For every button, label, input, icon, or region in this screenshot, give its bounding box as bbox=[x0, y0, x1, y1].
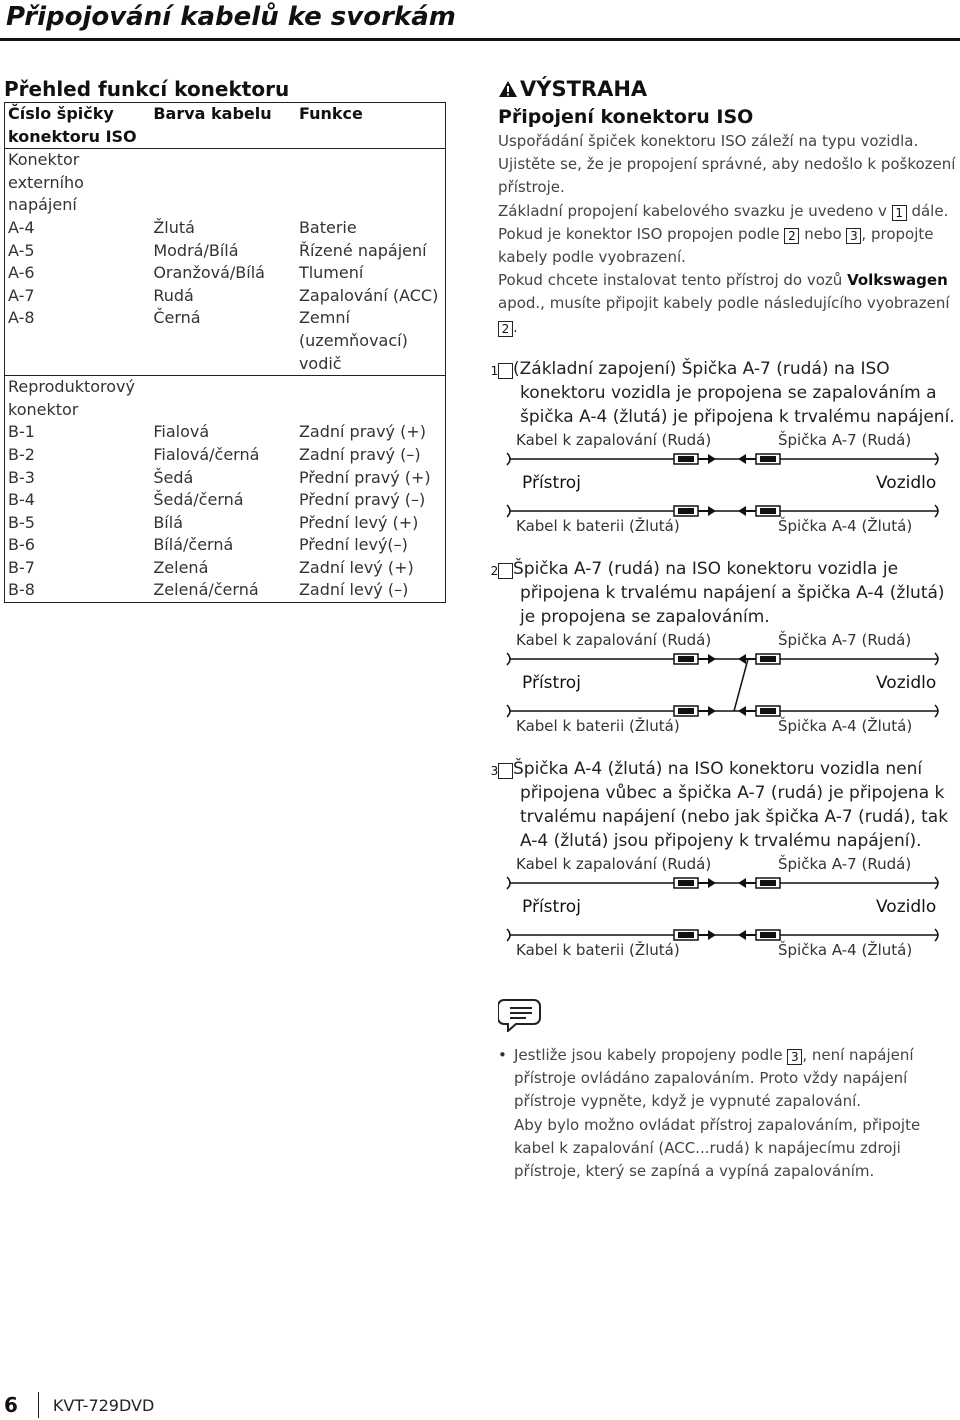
vehicle-label: Vozidlo bbox=[876, 472, 937, 493]
number-box: 1 bbox=[892, 205, 907, 221]
function-cell: Zadní levý (+) bbox=[298, 557, 414, 577]
cable-break-mark bbox=[507, 505, 510, 517]
connector-icon bbox=[674, 454, 716, 464]
number-box: 1 bbox=[498, 363, 513, 379]
color-cell: Bílá bbox=[153, 512, 183, 532]
cable-break-mark bbox=[507, 877, 510, 889]
table-row bbox=[5, 421, 446, 444]
color-cell: Bílá/černá bbox=[153, 535, 234, 555]
header-pin: Číslo špičky konektoru ISO bbox=[5, 103, 151, 149]
pin-cell: B-6 bbox=[8, 535, 35, 555]
ignition-cable-label: Kabel k zapalování (Rudá) bbox=[516, 854, 712, 873]
wiring-lines bbox=[498, 451, 958, 521]
pin-cell: A-8 bbox=[8, 308, 35, 328]
pin-cell: A-7 bbox=[8, 285, 35, 305]
cable-break-mark bbox=[507, 653, 510, 665]
table-row bbox=[5, 285, 446, 308]
wiring-diagram bbox=[498, 631, 958, 743]
unit-label: Přístroj bbox=[522, 672, 581, 693]
battery-cable-label: Kabel k baterii (Žlutá) bbox=[516, 516, 680, 535]
connector-icon bbox=[738, 878, 780, 888]
pin-a4-label: Špička A-4 (Žlutá) bbox=[778, 516, 913, 535]
pin-cell: B-4 bbox=[8, 490, 35, 510]
wiring-lines bbox=[498, 651, 958, 721]
color-cell: Fialová bbox=[153, 422, 210, 442]
table-row bbox=[5, 467, 446, 490]
warning-section bbox=[490, 76, 958, 967]
connector-icon bbox=[738, 930, 780, 940]
warning-heading bbox=[498, 76, 958, 102]
function-cell: Přední pravý (+) bbox=[298, 467, 431, 487]
warning-paragraph: Pokud je konektor ISO propojen podle 2 nebo 3 , propojte kabely podle vyobrazení. bbox=[498, 224, 934, 267]
pin-a4-label: Špička A-4 (Žlutá) bbox=[778, 716, 913, 735]
ignition-cable-label: Kabel k zapalování (Rudá) bbox=[516, 630, 712, 649]
vehicle-label: Vozidlo bbox=[876, 896, 937, 917]
function-cell: Baterie bbox=[298, 217, 357, 237]
table-row bbox=[5, 444, 446, 467]
pin-cell: B-3 bbox=[8, 467, 35, 487]
list-item: • Jestliže jsou kabely propojeny podle 3 , není napájení přístroje ovládáno zapalováním. Proto vždy napájení přístroje vypněte, když je vypnuté zapalování. Aby bylo možno ovládat přístroj zapalováním, připojte kabel k zapalování (ACC...rudá) k napájecímu zdroji přístroje, který se zapíná a vypíná zapalováním. bbox=[514, 1044, 958, 1183]
function-cell: Přední levý(–) bbox=[298, 535, 408, 555]
number-box: 2 bbox=[498, 563, 513, 579]
function-cell: Zadní pravý (+) bbox=[298, 422, 426, 442]
color-cell: Rudá bbox=[153, 285, 194, 305]
table-row bbox=[5, 489, 446, 512]
pin-a7-label: Špička A-7 (Rudá) bbox=[778, 630, 912, 649]
color-cell: Zelená bbox=[153, 557, 209, 577]
pin-overview bbox=[4, 78, 446, 603]
battery-cable-label: Kabel k baterii (Žlutá) bbox=[516, 716, 680, 735]
pin-a7-label: Špička A-7 (Rudá) bbox=[778, 854, 912, 873]
connector-icon bbox=[738, 706, 780, 716]
warning-subtitle: Připojení konektoru ISO bbox=[498, 106, 754, 128]
color-cell: Oranžová/Bílá bbox=[153, 263, 265, 283]
header-function: Funkce bbox=[296, 103, 446, 149]
connector-icon bbox=[674, 930, 716, 940]
group-row bbox=[5, 376, 446, 422]
function-cell: Zemní (uzemňovací) vodič bbox=[298, 308, 408, 373]
note-list bbox=[498, 1044, 958, 1183]
warning-title: VÝSTRAHA bbox=[520, 77, 648, 101]
function-cell: Přední pravý (–) bbox=[298, 490, 426, 510]
cable-break-mark bbox=[507, 453, 510, 465]
table-row bbox=[5, 534, 446, 557]
table-header-row bbox=[5, 103, 446, 149]
color-cell: Fialová/černá bbox=[153, 444, 260, 464]
number-box: 2 bbox=[498, 321, 513, 337]
battery-cable-label: Kabel k baterii (Žlutá) bbox=[516, 940, 680, 959]
table-row bbox=[5, 307, 446, 375]
pin-cell: B-5 bbox=[8, 512, 35, 532]
ignition-cable-label: Kabel k zapalování (Rudá) bbox=[516, 430, 712, 449]
function-cell: Zapalování (ACC) bbox=[298, 285, 439, 305]
pin-a7-label: Špička A-7 (Rudá) bbox=[778, 430, 912, 449]
page-number: 6 bbox=[4, 1393, 18, 1417]
footer-divider bbox=[38, 1392, 39, 1418]
connection-case bbox=[490, 557, 958, 743]
group-label: Reproduktorový konektor bbox=[5, 376, 151, 422]
pin-cell: A-4 bbox=[8, 217, 35, 237]
wiring-lines bbox=[498, 875, 958, 945]
warning-icon bbox=[498, 80, 518, 98]
connector-icon bbox=[674, 878, 716, 888]
function-cell: Zadní levý (–) bbox=[298, 580, 409, 600]
model-name: KVT-729DVD bbox=[52, 1395, 155, 1415]
wiring-diagram bbox=[498, 431, 958, 543]
number-box: 3 bbox=[846, 228, 861, 244]
unit-label: Přístroj bbox=[522, 896, 581, 917]
color-cell: Černá bbox=[153, 308, 201, 328]
function-cell: Přední levý (+) bbox=[298, 512, 419, 532]
connector-icon bbox=[674, 706, 716, 716]
table-heading: Přehled funkcí konektoru bbox=[4, 77, 290, 101]
pin-cell: B-2 bbox=[8, 444, 35, 464]
function-cell: Tlumení bbox=[298, 263, 364, 283]
pin-cell: B-7 bbox=[8, 557, 35, 577]
page-footer bbox=[4, 1392, 154, 1418]
note-section bbox=[498, 996, 958, 1183]
table-row bbox=[5, 557, 446, 580]
pin-a4-label: Špička A-4 (Žlutá) bbox=[778, 940, 913, 959]
wiring-diagram bbox=[498, 855, 958, 967]
case-description: 1 (Základní zapojení) Špička A-7 (rudá) na ISO konektoru vozidla je propojena se zapalováním a špička A-4 (žlutá) je připojena k trvalému napájení. bbox=[490, 358, 955, 427]
pin-table bbox=[4, 102, 446, 603]
unit-label: Přístroj bbox=[522, 472, 581, 493]
color-cell: Modrá/Bílá bbox=[153, 240, 239, 260]
page-header bbox=[0, 0, 960, 41]
table-row bbox=[5, 217, 446, 240]
table-row bbox=[5, 579, 446, 602]
header-color: Barva kabelu bbox=[150, 103, 296, 149]
group-row bbox=[5, 149, 446, 217]
warning-paragraph: Pokud chcete instalovat tento přístroj do vozů Volkswagen apod., musíte připojit kabely podle následujícího vyobrazení 2 . bbox=[498, 271, 950, 336]
table-row bbox=[5, 240, 446, 263]
warning-paragraph: Uspořádání špiček konektoru ISO záleží na typu vozidla. Ujistěte se, že je propojení správné, aby nedošlo k poškození přístroje. bbox=[498, 132, 956, 197]
cable-break-mark bbox=[507, 929, 510, 941]
pin-cell: A-5 bbox=[8, 240, 35, 260]
connection-case bbox=[490, 357, 958, 543]
number-box: 3 bbox=[787, 1049, 802, 1065]
connector-icon bbox=[738, 454, 780, 464]
note-icon bbox=[498, 996, 546, 1032]
number-box: 3 bbox=[498, 763, 513, 779]
connector-icon bbox=[738, 506, 780, 516]
cable-break-mark bbox=[507, 705, 510, 717]
note-extra: Aby bylo možno ovládat přístroj zapalováním, připojte kabel k zapalování (ACC...rudá) k napájecímu zdroji přístroje, který se zapíná a vypíná zapalováním. bbox=[514, 1115, 921, 1181]
connection-case bbox=[490, 757, 958, 967]
function-cell: Zadní pravý (–) bbox=[298, 444, 421, 464]
color-cell: Zelená/černá bbox=[153, 580, 259, 600]
case-description: 3 Špička A-4 (žlutá) na ISO konektoru vozidla není připojena vůbec a špička A-7 (rudá) je připojena k trvalému napájení (nebo jak špička A-7 (rudá), tak A-4 (žlutá) jsou připojeny k trvalému napájení). bbox=[490, 758, 949, 851]
color-cell: Žlutá bbox=[153, 217, 195, 237]
group-label: Konektor externího napájení bbox=[8, 150, 84, 215]
number-box: 2 bbox=[784, 228, 799, 244]
table-row bbox=[5, 512, 446, 535]
wire-line bbox=[734, 659, 748, 711]
connector-icon bbox=[738, 654, 780, 664]
color-cell: Šedá bbox=[153, 467, 194, 487]
vehicle-label: Vozidlo bbox=[876, 672, 937, 693]
pin-cell: A-6 bbox=[8, 263, 35, 283]
connector-icon bbox=[674, 654, 716, 664]
connector-icon bbox=[674, 506, 716, 516]
pin-cell: B-8 bbox=[8, 580, 35, 600]
table-row bbox=[5, 262, 446, 285]
function-cell: Řízené napájení bbox=[298, 240, 427, 260]
warning-paragraph: Základní propojení kabelového svazku je uvedeno v 1 dále. bbox=[498, 201, 949, 220]
page-title: Připojování kabelů ke svorkám bbox=[6, 2, 456, 32]
case-description: 2 Špička A-7 (rudá) na ISO konektoru vozidla je připojena k trvalému napájení a špička A-4 (žlutá) je propojena se zapalováním. bbox=[490, 558, 945, 627]
color-cell: Šedá/černá bbox=[153, 490, 244, 510]
pin-cell: B-1 bbox=[8, 422, 35, 442]
